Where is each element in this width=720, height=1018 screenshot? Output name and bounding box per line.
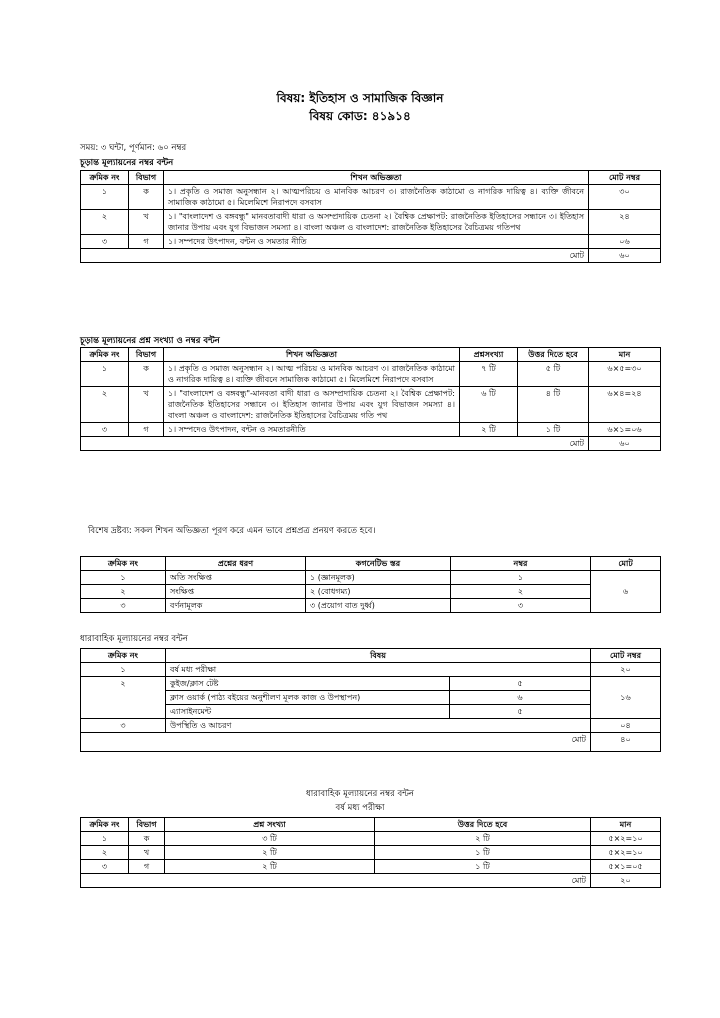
mark-cell: ১ xyxy=(451,571,591,585)
question-count-cell: ২ টি xyxy=(165,846,375,860)
marks-cell: ৬×৪=২৪ xyxy=(589,387,661,423)
table-total-row xyxy=(81,874,661,888)
learning-cell: ১। সম্পদের উৎপাদন, বন্টন ও সমতার নীতি xyxy=(164,235,589,249)
learning-cell: ১। সম্পদেও উৎপাদন, বন্টন ও সমতারনীতি xyxy=(164,423,460,437)
col-marks: মান xyxy=(589,348,661,362)
marks-cell: ৬×৫=৩০ xyxy=(589,362,661,387)
total-cell: ০৬ xyxy=(589,235,661,249)
total-label: মোট xyxy=(81,437,589,451)
col-learning: শিখন অভিজ্ঞতা xyxy=(164,348,460,362)
serial-cell: ১ xyxy=(81,362,129,387)
col-answer-count: উত্তর দিতে হবে xyxy=(518,348,589,362)
serial-cell: ২ xyxy=(81,846,129,860)
serial-cell: ২ xyxy=(81,677,166,719)
table-row xyxy=(81,832,661,846)
serial-cell: ৩ xyxy=(81,599,166,613)
table5-heading: ধারাবাহিক মূল্যায়নের নম্বর বন্টন xyxy=(306,789,414,799)
answer-count-cell: ১ টি xyxy=(518,423,589,437)
serial-cell: ১ xyxy=(81,571,166,585)
subject-title: বিষয়: ইতিহাস ও সামাজিক বিজ্ঞান xyxy=(276,91,444,105)
serial-cell: ৩ xyxy=(81,860,129,874)
section-cell: খ xyxy=(129,846,165,860)
table-row xyxy=(81,663,661,677)
question-type-cell: অতি সংক্ষিপ্ত xyxy=(166,571,306,585)
question-type-table xyxy=(80,556,661,613)
question-count-cell: ২ টি xyxy=(165,860,375,874)
subject-code: বিষয় কোড: ৪১৯১৪ xyxy=(309,109,411,123)
table-header-row xyxy=(81,348,661,362)
learning-cell: ১। প্রকৃতি ও সমাজ অনুসন্ধান ২। আত্ম পরিচয় ও মানবিক আচরণ ৩। রাজনৈতিক কাঠামো ও নাগরিক দায়িত্ব ৪। ব্যক্তি জীবনে সামাজিক কাঠামো ৫। মিলেমিশে নিরাপদে বসবাস xyxy=(164,362,460,387)
total-value: ৬০ xyxy=(589,437,661,451)
table1-heading: চূড়ান্ত মূল্যায়নের নম্বর বন্টন xyxy=(80,158,174,168)
total-value: ২০ xyxy=(591,874,661,888)
question-count-cell: ৭ টি xyxy=(460,362,518,387)
col-total: মোট নম্বর xyxy=(591,649,661,663)
table-row xyxy=(81,860,661,874)
table-row xyxy=(81,846,661,860)
col-question-count: প্রশ্নসংখ্যা xyxy=(460,348,518,362)
special-note: বিশেষ দ্রষ্টব্য: সকল শিখন অভিজ্ঞতা পূরণ করে এমন ভাবে প্রশ্নপ্রত্র প্রনয়ণ করতে হবে। xyxy=(88,526,376,536)
table-row xyxy=(81,599,661,613)
table-header-row xyxy=(81,649,661,663)
learning-cell: ১। "বাংলাদেশ ও বঙ্গবন্ধু"-মানবতা বাদী ধারা ও অসম্প্রদায়িক চেতনা ২। বৈশ্বিক প্রেক্ষাপট: রাজনৈতিক ইতিহাসের সন্ধানে ৩। ইতিহাস জানার উপায় এবং যুগ বিভাজন সমস্যা ৪। বাংলা অঞ্চল ও বাংলাদেশ: রাজনৈতিক ইতিহাসের বৈচিত্রময় গতি পথ xyxy=(164,387,460,423)
col-subject: বিষয় xyxy=(166,649,591,663)
table-header-row xyxy=(81,818,661,832)
serial-cell: ১ xyxy=(81,663,166,677)
answer-count-cell: ৫ টি xyxy=(518,362,589,387)
table-row xyxy=(81,719,661,733)
table-total-row xyxy=(81,437,661,451)
section-cell: গ xyxy=(129,235,164,249)
cognitive-level-cell: ৩ (প্রয়োগ বাত দুর্ধ্ব) xyxy=(306,599,451,613)
col-marks: মান xyxy=(591,818,661,832)
answer-count-cell: ১ টি xyxy=(375,860,591,874)
subject-cell: উপস্থিতি ও আচরণ xyxy=(166,719,591,733)
col-serial: ক্রমিক নং xyxy=(81,818,129,832)
mark-cell: ৫ xyxy=(450,677,591,691)
serial-cell: ৩ xyxy=(81,235,129,249)
marks-cell: ৫×২=১০ xyxy=(591,832,661,846)
section-cell: ক xyxy=(129,362,164,387)
marks-cell: ৬×১=০৬ xyxy=(589,423,661,437)
table-row xyxy=(81,210,661,235)
serial-cell: ৩ xyxy=(81,423,129,437)
col-section: বিভাগ xyxy=(129,171,164,185)
mark-cell: ২ xyxy=(451,585,591,599)
col-question-count: প্রশ্ন সংখ্যা xyxy=(165,818,375,832)
serial-cell: ১ xyxy=(81,185,129,210)
serial-cell: ১ xyxy=(81,832,129,846)
total-cell: ১৬ xyxy=(591,677,661,719)
table-header-row xyxy=(81,171,661,185)
total-value: ৬০ xyxy=(589,249,661,263)
table-row xyxy=(81,387,661,423)
col-section: বিভাগ xyxy=(129,818,165,832)
final-questions-table xyxy=(80,347,661,451)
question-count-cell: ৩ টি xyxy=(165,832,375,846)
total-cell: ২০ xyxy=(591,663,661,677)
cognitive-level-cell: ২ (বোধগম্য) xyxy=(306,585,451,599)
marks-cell: ৫×১=০৫ xyxy=(591,860,661,874)
total-label: মোট xyxy=(81,249,589,263)
col-serial: ক্রমিক নং xyxy=(81,348,129,362)
table-row xyxy=(81,585,661,599)
final-marks-table xyxy=(80,170,661,263)
table4-heading: ধারাবাহিক মূল্যায়নের নম্বর বন্টন xyxy=(80,634,188,644)
serial-cell: ২ xyxy=(81,585,166,599)
question-type-cell: সংক্ষিপ্ত xyxy=(166,585,306,599)
question-count-cell: ২ টি xyxy=(460,423,518,437)
col-question-type: প্রশ্নের ধরণ xyxy=(166,557,306,571)
total-cell: ৬ xyxy=(591,571,661,613)
subject-cell: এ্যাসাইনমেন্ট xyxy=(166,705,450,719)
section-cell: ক xyxy=(129,185,164,210)
col-cognitive-level: কগনেটিভ স্তর xyxy=(306,557,451,571)
table-row xyxy=(81,423,661,437)
col-serial: ক্রমিক নং xyxy=(81,557,166,571)
serial-cell: ২ xyxy=(81,210,129,235)
subject-cell: কুইজ/ক্লাস টেষ্ট xyxy=(166,677,450,691)
col-total: মোট নম্বর xyxy=(589,171,661,185)
question-count-cell: ৬ টি xyxy=(460,387,518,423)
mark-cell: ৫ xyxy=(450,705,591,719)
marks-cell: ৫×২=১০ xyxy=(591,846,661,860)
learning-cell: ১। "বাংলাদেশ ও বঙ্গবন্ধু" মানবতাবাদী ধারা ও অসম্প্রদায়িক চেতনা ২। বৈশ্বিক প্রেক্ষাপট: রাজনৈতিক ইতিহাসের সন্ধানে ৩। ইতিহাস জানার উপায় এবং যুগ বিভাজন সমস্যা ৪। বাংলা অঞ্চল ও বাংলাদেশ: রাজনৈতিক ইতিহাসের বৈচিত্রময় গতিপথ xyxy=(164,210,589,235)
table-row xyxy=(81,677,661,691)
table-row xyxy=(81,705,661,719)
total-value: ৪০ xyxy=(591,733,661,752)
col-total: মোট xyxy=(591,557,661,571)
table5-subheading: বর্ষ মধ্য পরীক্ষা xyxy=(335,803,385,813)
answer-count-cell: ১ টি xyxy=(375,846,591,860)
answer-count-cell: ৪ টি xyxy=(518,387,589,423)
section-cell: ক xyxy=(129,832,165,846)
section-cell: গ xyxy=(129,860,165,874)
table-row xyxy=(81,691,661,705)
cognitive-level-cell: ১ (জ্ঞানমূলক) xyxy=(306,571,451,585)
section-cell: খ xyxy=(129,387,164,423)
total-label: মোট xyxy=(81,733,591,752)
col-serial: ক্রমিক নং xyxy=(81,649,166,663)
section-cell: খ xyxy=(129,210,164,235)
learning-cell: ১। প্রকৃতি ও সমাজ অনুসন্ধান ২। আত্মপরিচয় ও মানবিক আচরণ ৩। রাজনৈতিক কাঠামো ও নাগরিক দায়িত্ব ৪। ব্যক্তি জীবনে সামাজিক কাঠামো ৫। মিলেমিশে নিরাপদে বসবাস xyxy=(164,185,589,210)
col-serial: ক্রমিক নং xyxy=(81,171,129,185)
table-row xyxy=(81,235,661,249)
subject-cell: ক্লাস ওয়ার্ক (পাঠ্য বইয়ের অনুশীলণ মূলক কাজ ও উপস্থাপন) xyxy=(166,691,450,705)
table-total-row xyxy=(81,733,661,752)
table2-heading: চূড়ান্ত মূল্যায়নের প্রশ্ন সংখ্যা ও নম্বর বন্টন xyxy=(80,336,220,346)
total-label: মোট xyxy=(81,874,591,888)
exam-meta: সময়: ৩ ঘন্টা, পূর্ণমান: ৬০ নম্বর xyxy=(80,143,187,153)
midyear-exam-table xyxy=(80,817,661,888)
question-type-cell: বর্ণনামূলক xyxy=(166,599,306,613)
serial-cell: ৩ xyxy=(81,719,166,733)
table-row xyxy=(81,571,661,585)
subject-cell: বর্ষ মধ্য পরীক্ষা xyxy=(166,663,591,677)
mark-cell: ৬ xyxy=(450,691,591,705)
mark-cell: ৩ xyxy=(451,599,591,613)
serial-cell: ২ xyxy=(81,387,129,423)
table-row xyxy=(81,185,661,210)
total-cell: ০৪ xyxy=(591,719,661,733)
section-cell: গ xyxy=(129,423,164,437)
col-mark: নম্বর xyxy=(451,557,591,571)
total-cell: ২৪ xyxy=(589,210,661,235)
col-section: বিভাগ xyxy=(129,348,164,362)
total-cell: ৩০ xyxy=(589,185,661,210)
answer-count-cell: ২ টি xyxy=(375,832,591,846)
table-total-row xyxy=(81,249,661,263)
table-header-row xyxy=(81,557,661,571)
continuous-assessment-table xyxy=(80,648,661,752)
col-answer-count: উত্তর দিতে হবে xyxy=(375,818,591,832)
table-row xyxy=(81,362,661,387)
col-learning: শিখন অভিজ্ঞতা xyxy=(164,171,589,185)
